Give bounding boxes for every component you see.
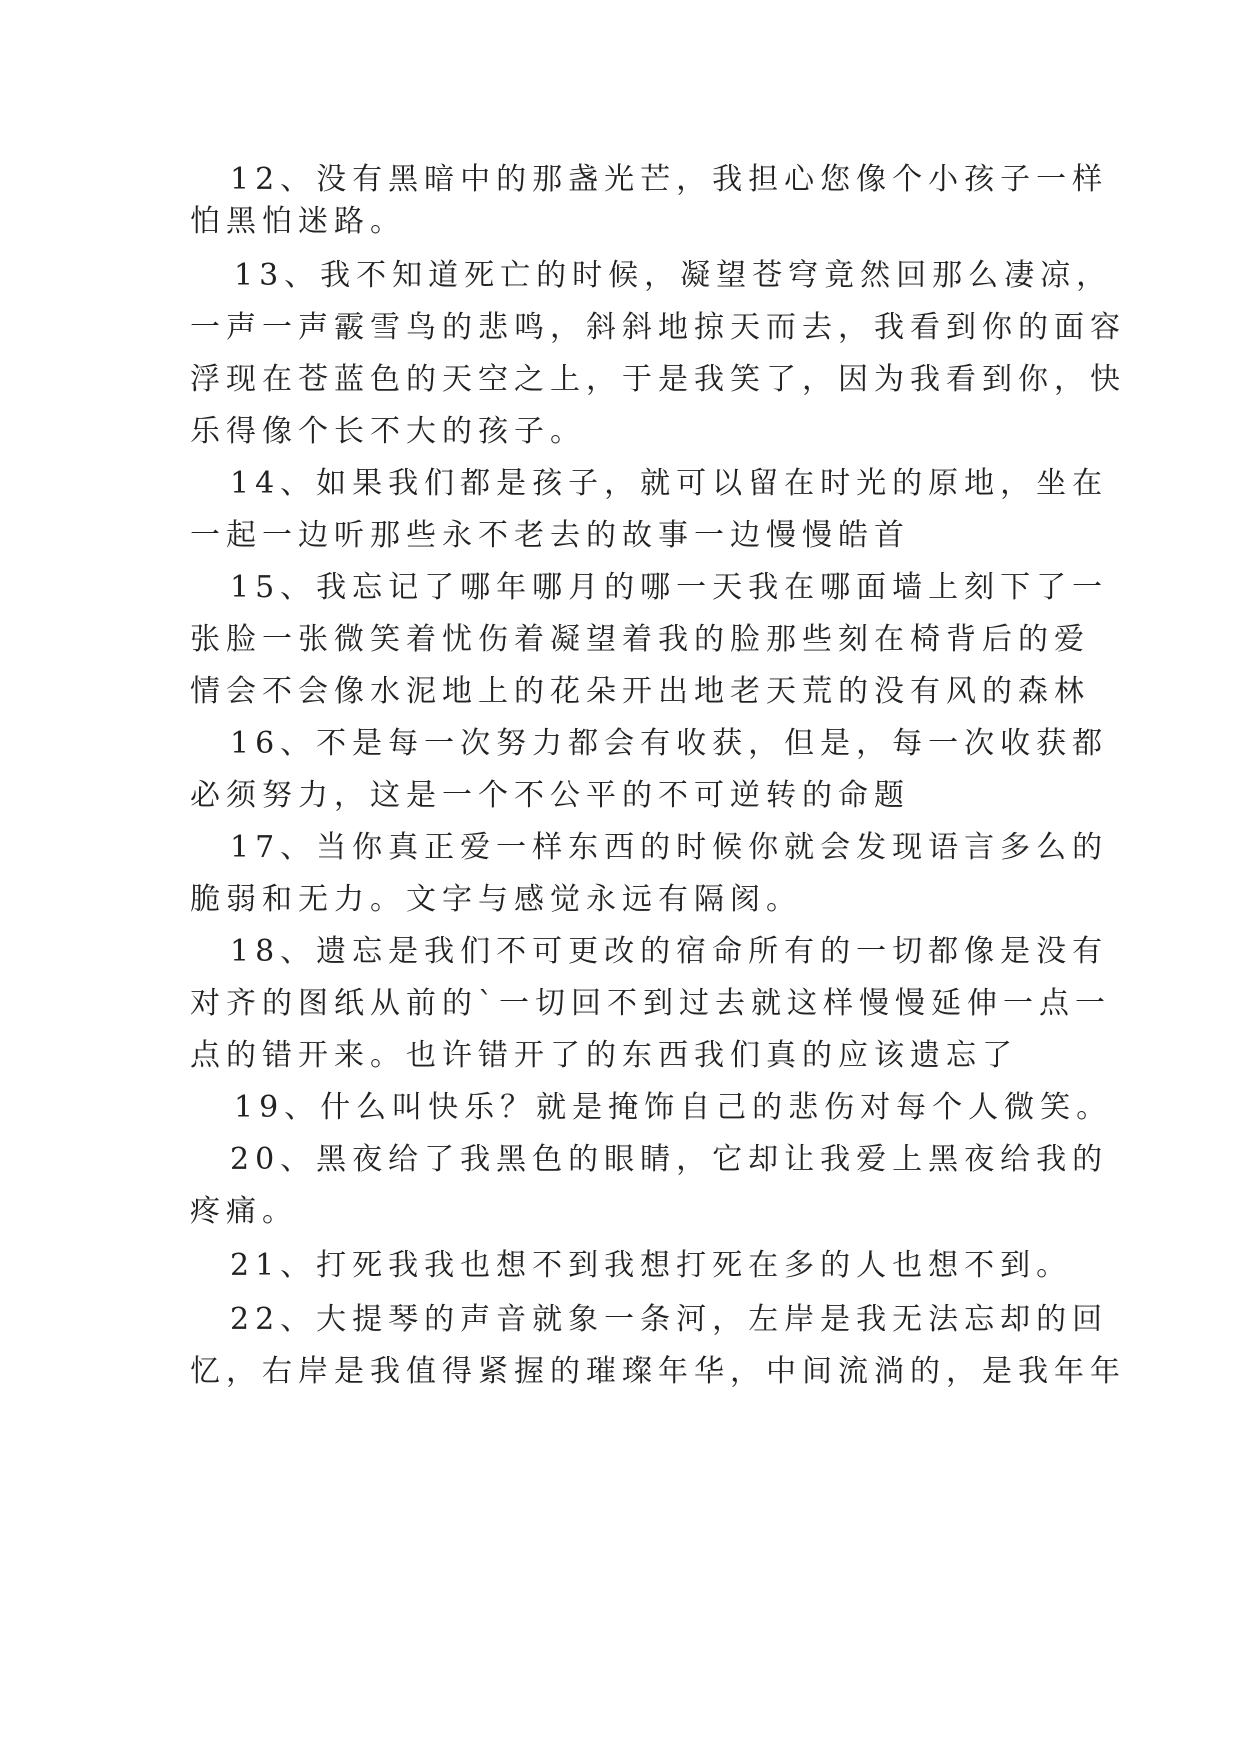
paragraph-14-line-1: 14、如果我们都是孩子，就可以留在时光的原地，坐在	[230, 466, 1109, 501]
paragraph-21-line-1: 21、打死我我也想不到我想打死在多的人也想不到。	[230, 1248, 1073, 1283]
paragraph-12-line-2: 怕黑怕迷路。	[190, 204, 406, 239]
paragraph-15-line-2: 张脸一张微笑着忧伤着凝望着我的脸那些刻在椅背后的爱	[190, 622, 1090, 657]
paragraph-18-line-3: 点的错开来。也许错开了的东西我们真的应该遗忘了	[190, 1038, 1018, 1073]
paragraph-15-line-3: 情会不会像水泥地上的花朵开出地老天荒的没有风的森林	[190, 674, 1090, 709]
paragraph-18-line-2: 对齐的图纸从前的`一切回不到过去就这样慢慢延伸一点一	[190, 986, 1111, 1021]
paragraph-22-line-1: 22、大提琴的声音就象一条河，左岸是我无法忘却的回	[230, 1302, 1109, 1337]
paragraph-20-line-2: 疼痛。	[190, 1194, 298, 1229]
paragraph-15-line-1: 15、我忘记了哪年哪月的哪一天我在哪面墙上刻下了一	[230, 570, 1109, 605]
paragraph-17-line-2: 脆弱和无力。文字与感觉永远有隔阂。	[190, 882, 802, 917]
paragraph-18-line-1: 18、遗忘是我们不可更改的宿命所有的一切都像是没有	[230, 934, 1109, 969]
paragraph-13-line-1: 13、我不知道死亡的时候，凝望苍穹竟然回那么凄凉，	[234, 258, 1113, 293]
paragraph-19-line-1: 19、什么叫快乐？就是掩饰自己的悲伤对每个人微笑。	[234, 1090, 1113, 1125]
paragraph-17-line-1: 17、当你真正爱一样东西的时候你就会发现语言多么的	[230, 830, 1109, 865]
paragraph-13-line-4: 乐得像个长不大的孩子。	[190, 414, 586, 449]
paragraph-16-line-2: 必须努力，这是一个不公平的不可逆转的命题	[190, 778, 910, 813]
paragraph-16-line-1: 16、不是每一次努力都会有收获，但是，每一次收获都	[230, 726, 1109, 761]
paragraph-22-line-2: 忆，右岸是我值得紧握的璀璨年华，中间流淌的，是我年年	[190, 1354, 1126, 1389]
paragraph-12-line-1: 12、没有黑暗中的那盏光芒，我担心您像个小孩子一样	[230, 162, 1109, 197]
paragraph-14-line-2: 一起一边听那些永不老去的故事一边慢慢皓首	[190, 518, 910, 553]
paragraph-20-line-1: 20、黑夜给了我黑色的眼睛，它却让我爱上黑夜给我的	[230, 1142, 1109, 1177]
paragraph-13-line-3: 浮现在苍蓝色的天空之上，于是我笑了，因为我看到你，快	[190, 362, 1126, 397]
paragraph-13-line-2: 一声一声霰雪鸟的悲鸣，斜斜地掠天而去，我看到你的面容	[190, 310, 1126, 345]
